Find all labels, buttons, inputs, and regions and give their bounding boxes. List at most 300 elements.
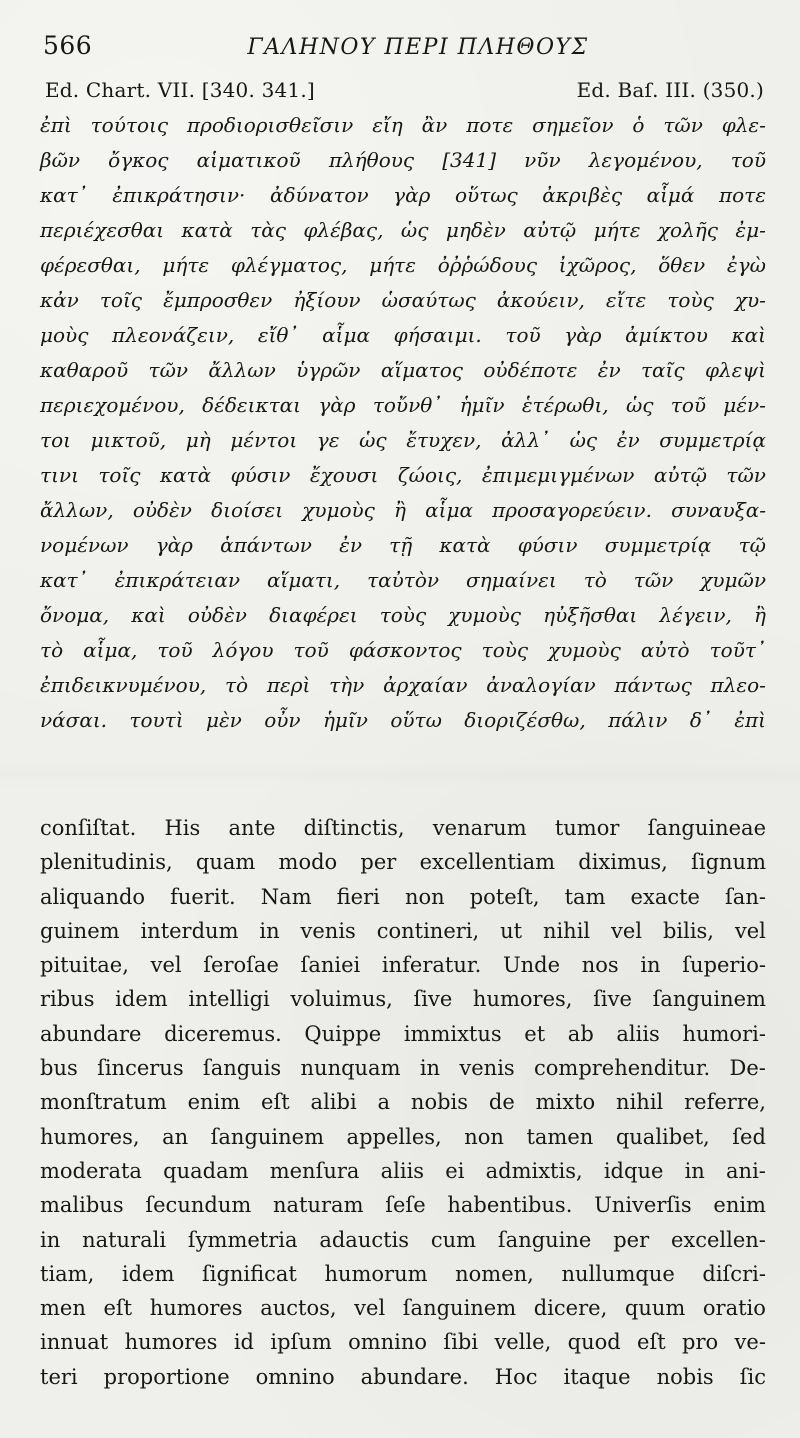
text-word: ἐγὼ [726, 253, 766, 277]
text-word: ὡς [625, 393, 654, 417]
text-word: enim [713, 1193, 766, 1218]
text-word: idem [121, 1261, 175, 1286]
text-word: quam [195, 850, 256, 875]
text-word: eſt [637, 1330, 666, 1355]
text-word: αὐτὸ [640, 638, 690, 662]
text-word: bilis, [662, 918, 714, 943]
text-word: nullumque [561, 1261, 675, 1286]
text-word: quum [624, 1296, 686, 1321]
text-word: τοῖς [98, 463, 141, 487]
text-word: contineri, [376, 918, 480, 943]
text-word: τοῦτ᾽ [709, 638, 766, 662]
text-word: γὰρ [155, 533, 193, 557]
text-word: ἁπάντων [220, 533, 312, 557]
text-word: αἷμά [646, 183, 695, 207]
text-word: εἴη [372, 113, 403, 137]
text-word: διαφέρει [269, 603, 358, 627]
text-word: vel [611, 918, 643, 943]
text-word: ὁ [632, 113, 645, 137]
text-word: conſiſtat. [40, 816, 137, 840]
text-word: πλεονάζειν, [112, 323, 235, 347]
page-number: 566 [43, 31, 93, 60]
text-word: ἀμίκτου [625, 323, 708, 347]
text-word: τοὺς [667, 288, 714, 312]
greek-text-line [40, 458, 766, 493]
text-word: ὡς [569, 428, 598, 452]
text-word: κατ᾽ [40, 568, 88, 592]
text-word: ſan- [725, 884, 766, 909]
text-word: αἵματι, [267, 568, 341, 592]
text-word: εἴθ᾽ [257, 323, 299, 347]
text-word: in [419, 1056, 441, 1081]
text-word: adauctis [319, 1227, 410, 1252]
text-word: κατὰ [159, 463, 212, 487]
text-word: τοῦ [505, 323, 541, 347]
text-word: πλεο- [710, 673, 766, 697]
text-word: ζώοις, [397, 463, 463, 487]
text-word: proportione [103, 1364, 230, 1389]
text-word: habentibus. [447, 1193, 573, 1218]
text-word: nomen, [455, 1261, 534, 1286]
text-word: malibus [40, 1193, 124, 1218]
latin-text-line [40, 811, 766, 845]
text-word: diceremus. [164, 1021, 282, 1046]
text-word: venarum [432, 816, 527, 840]
text-word: ſanguineae [647, 816, 766, 840]
text-word: δ᾽ [689, 708, 712, 732]
greek-text-line [40, 108, 766, 143]
text-word: teri [40, 1364, 78, 1389]
text-word: fuerit. [170, 884, 236, 909]
text-word: ſic [739, 1364, 766, 1389]
text-word: eſt [103, 1296, 133, 1321]
text-word: admixtis, [485, 1158, 583, 1183]
latin-text-line [40, 948, 766, 982]
text-word: ſecundum [145, 1193, 252, 1218]
text-word: οὖν [264, 708, 301, 732]
text-word: dicere, [533, 1296, 608, 1321]
text-word: referre, [684, 1090, 766, 1115]
text-word: venis [459, 1056, 515, 1081]
text-word: ἐν [616, 428, 640, 452]
text-word: aliis [616, 1021, 660, 1046]
text-word: monſtratum [40, 1090, 167, 1115]
latin-text-line [40, 982, 766, 1016]
text-word: vel [734, 918, 766, 943]
text-word: φύσιν [230, 463, 291, 487]
text-word: itaque [563, 1364, 631, 1389]
text-word: ſive [413, 987, 453, 1012]
text-word: aliquando [40, 884, 146, 909]
text-word: humores [124, 1330, 218, 1355]
text-word: ἄλλων, [40, 498, 114, 522]
text-word: τοὺς [481, 638, 529, 662]
text-word: plenitudinis, [40, 850, 173, 875]
text-word: [341] [442, 148, 496, 172]
text-word: ποτε [719, 183, 766, 207]
text-word: σημαίνει [466, 568, 557, 592]
text-word: φέρεσθαι, [40, 253, 141, 277]
text-word: ἐπικράτησιν· [112, 183, 246, 207]
text-word: ὅθεν [658, 253, 706, 277]
text-word: auctos, [260, 1296, 337, 1321]
text-word: ἀρχαίαν [383, 673, 468, 697]
latin-text-line [40, 1120, 766, 1154]
greek-text-line [40, 318, 766, 353]
text-word: humores [149, 1296, 243, 1321]
text-word: φλέβας, [303, 218, 384, 242]
text-word: τὸ [583, 568, 607, 592]
text-word: ἔχουσι [309, 463, 379, 487]
text-word: ἐπιδεικνυμένου, [40, 673, 207, 697]
text-word: Quippe [304, 1021, 382, 1046]
text-word: τούτοις [90, 113, 169, 137]
text-word: in [640, 953, 661, 978]
text-word: μήτε [593, 218, 641, 242]
text-word: πάλιν [608, 708, 668, 732]
greek-text-line [40, 213, 766, 248]
text-word: οὕτως [454, 183, 518, 207]
text-word: De- [729, 1056, 766, 1081]
text-word: per [360, 850, 397, 875]
text-word: ante [228, 816, 276, 840]
text-word: idem [115, 987, 168, 1012]
text-word: immixtus [403, 1021, 502, 1046]
text-word: πλήθους [328, 148, 415, 172]
latin-text-line [40, 1017, 766, 1051]
text-word: ſincerus [97, 1056, 184, 1081]
text-word: per [613, 1227, 650, 1252]
text-word: τοι [40, 428, 71, 452]
text-word: mixto [535, 1090, 596, 1115]
text-word: ſanguinem [210, 1124, 325, 1149]
text-word: ἀκούειν, [496, 288, 585, 312]
text-word: interdum [140, 918, 239, 943]
text-word: τὰς [250, 218, 286, 242]
text-word: τοῦ [293, 638, 329, 662]
text-word: Unde [502, 953, 561, 978]
text-word: προσαγορεύειν. [492, 498, 652, 522]
text-word: innuat [40, 1330, 109, 1355]
text-word: idque [603, 1158, 664, 1183]
text-word: voluimus, [290, 987, 393, 1012]
text-word: oratio [702, 1296, 766, 1321]
text-word: ὄγκος [108, 148, 169, 172]
text-word: ἑτέρωθι, [521, 393, 609, 417]
text-word: τὴν [329, 673, 365, 697]
text-word: ἐν [597, 358, 621, 382]
greek-text-line [40, 528, 766, 563]
text-word: φλέγματος, [230, 253, 348, 277]
latin-text-block [40, 811, 766, 1394]
text-word: nihil [616, 1090, 664, 1115]
text-word: ἀδύνατον [269, 183, 369, 207]
text-word: naturam [273, 1193, 364, 1218]
text-word: nihil [542, 918, 591, 943]
latin-text-line [40, 845, 766, 879]
text-word: ſanguinem [652, 987, 766, 1012]
text-word: omnino [348, 1330, 428, 1355]
text-word: de [488, 1090, 515, 1115]
text-word: moderata [40, 1158, 142, 1183]
text-word: ani- [726, 1158, 766, 1183]
text-word: His [164, 816, 201, 840]
text-word: περιεχομένου, [40, 393, 185, 417]
text-word: τῇ [389, 533, 413, 557]
text-word: χυμῶν [700, 568, 766, 592]
text-word: περὶ [266, 673, 311, 697]
text-word: quod [567, 1330, 621, 1355]
greek-text-line [40, 493, 766, 528]
text-word: humores, [472, 987, 573, 1012]
text-word: ut [500, 918, 523, 943]
text-word: velle, [494, 1330, 552, 1355]
text-word: σημεῖον [532, 113, 614, 137]
latin-text-line [40, 880, 766, 914]
text-word: γὰρ [318, 393, 356, 417]
text-word: ὀῤῥώδους [437, 253, 538, 277]
text-word: ἐμ- [735, 218, 766, 242]
text-word: nobis [410, 1090, 469, 1115]
latin-text-line [40, 1188, 766, 1222]
text-word: excellentiam [419, 850, 556, 875]
greek-text-line [40, 423, 766, 458]
text-word: ἂν [421, 113, 448, 137]
text-word: οὐδέποτε [483, 358, 578, 382]
text-word: Nam [260, 884, 312, 909]
latin-text-line [40, 914, 766, 948]
text-word: ſuperio- [682, 953, 766, 978]
text-word: ſeroſae [203, 953, 279, 978]
text-word: φάσκοντος [348, 638, 462, 662]
text-word: τοῦ [157, 638, 193, 662]
text-word: tamen [526, 1124, 594, 1149]
text-word: poteſt, [469, 884, 540, 909]
text-word: ταὐτὸν [367, 568, 440, 592]
text-word: χυμοὺς [548, 638, 621, 662]
text-word: ſymmetria [187, 1227, 298, 1252]
text-word: μηδὲν [445, 218, 506, 242]
text-word: vel [150, 953, 182, 978]
text-word: alibi [310, 1090, 357, 1115]
text-word: πάντως [614, 673, 692, 697]
text-word: in [40, 1227, 61, 1252]
text-word: ἐπὶ [734, 708, 766, 732]
text-word: τοῦ [670, 393, 707, 417]
text-word: γὰρ [393, 183, 431, 207]
text-word: ποτε [466, 113, 514, 137]
text-word: αἷμα, [83, 638, 138, 662]
text-word: ſaniei [300, 953, 361, 978]
text-word: id [233, 1330, 254, 1355]
text-word: in [259, 918, 280, 943]
text-word: ἠξίουν [293, 288, 361, 312]
latin-text-line [40, 1154, 766, 1188]
text-word: καθαροῦ [40, 358, 129, 382]
text-word: συναυξα- [671, 498, 766, 522]
text-word: guinem [40, 918, 120, 943]
text-word: ab [567, 1021, 594, 1046]
text-word: προδιορισθεῖσιν [186, 113, 354, 137]
greek-text-line [40, 633, 766, 668]
latin-text-line [40, 1257, 766, 1291]
text-word: ve- [734, 1330, 766, 1355]
text-word: diſcri- [702, 1261, 766, 1286]
text-word: ei [445, 1158, 465, 1183]
text-word: οὕτω [390, 708, 442, 732]
text-word: ſanguinem [402, 1296, 517, 1321]
text-word: τὸ [40, 638, 64, 662]
text-word: menſura [269, 1158, 360, 1183]
latin-text-line [40, 1325, 766, 1359]
text-word: ἀλλ᾽ [501, 428, 551, 452]
text-word: abundare [40, 1021, 142, 1046]
text-word: nos [581, 953, 619, 978]
greek-text-line [40, 668, 766, 703]
text-word: χυμοὺς [448, 603, 521, 627]
text-word: τινι [40, 463, 79, 487]
text-word: νάσαι. [40, 708, 108, 732]
text-word: nunquam [300, 1056, 401, 1081]
text-word: exacte [630, 884, 700, 909]
text-word: τῶν [726, 463, 766, 487]
text-word: ὑγρῶν [296, 358, 361, 382]
greek-text-line [40, 178, 766, 213]
text-word: συμμετρίᾳ [604, 533, 712, 557]
text-word: pituitae, [40, 953, 129, 978]
text-word: χυμοὺς [302, 498, 375, 522]
text-word: ſibi [443, 1330, 479, 1355]
text-word: Univerſis [594, 1193, 692, 1218]
text-word: tumor [554, 816, 620, 840]
text-word: λέγειν, [659, 603, 732, 627]
greek-text-line [40, 143, 766, 178]
page-separator-shadow [0, 760, 800, 788]
greek-text-line [40, 388, 766, 423]
text-word: τὸ [224, 673, 249, 697]
text-word: κατὰ [439, 533, 491, 557]
text-word: ὡσαύτως [381, 288, 476, 312]
text-word: αἷμα [322, 323, 370, 347]
text-word: φήσαιμι. [393, 323, 482, 347]
text-word: κἀν [40, 288, 79, 312]
text-word: ἢ [753, 603, 766, 627]
text-word: humori- [682, 1021, 766, 1046]
text-word: qualibet, [615, 1124, 710, 1149]
text-word: μὲν [205, 708, 242, 732]
latin-text-line [40, 1360, 766, 1394]
text-word: a [377, 1090, 391, 1115]
text-word: λεγομένου, [588, 148, 703, 172]
text-word: ἐπὶ [40, 113, 72, 137]
text-word: τῶν [148, 358, 189, 382]
text-word: ſeſe [385, 1193, 426, 1218]
text-word: εἴτε [605, 288, 647, 312]
text-word: τοὺς [379, 603, 427, 627]
text-word: γε [316, 428, 340, 452]
text-word: γὰρ [564, 323, 602, 347]
text-word: inferatur. [381, 953, 482, 978]
text-word: abundare. [360, 1364, 469, 1389]
text-word: an [162, 1124, 189, 1149]
text-word: quadam [163, 1158, 249, 1183]
text-word: appelles, [346, 1124, 442, 1149]
text-word: μήτε [369, 253, 416, 277]
text-word: φύσιν [517, 533, 578, 557]
greek-text-line [40, 703, 766, 738]
text-word: μὴ [185, 428, 211, 452]
text-word: τοῖς [99, 288, 142, 312]
text-word: pro [682, 1330, 719, 1355]
running-title: ΓΑΛΗΝΟΥ ΠΕΡΙ ΠΛΗΘΟΥΣ [247, 35, 589, 60]
text-word: intelligi [188, 987, 270, 1012]
text-word: λόγου [212, 638, 274, 662]
text-word: ἐν [339, 533, 362, 557]
text-word: aliis [380, 1158, 425, 1183]
text-word: et [524, 1021, 546, 1046]
text-word: ἡμῖν [459, 393, 505, 417]
text-word: ſignum [691, 850, 766, 875]
edition-reference-right: Ed. Baſ. III. (350.) [576, 78, 764, 102]
text-word: ἢ [394, 498, 406, 522]
text-word: ἡμῖν [322, 708, 368, 732]
text-word: non [464, 1124, 504, 1149]
greek-text-line [40, 563, 766, 598]
greek-text-block [40, 108, 766, 738]
latin-text-line [40, 1051, 766, 1085]
text-word: ἔμπροσθεν [163, 288, 273, 312]
text-word: τῶν [633, 568, 674, 592]
text-word: ſive [593, 987, 632, 1012]
greek-text-line [40, 248, 766, 283]
text-word: περιέχεσθαι [40, 218, 165, 242]
text-word: δέδεικται [202, 393, 302, 417]
text-word: συμμετρίᾳ [659, 428, 766, 452]
text-word: ſignificat [201, 1261, 297, 1286]
text-word: κατὰ [181, 218, 233, 242]
text-word: ἐπικράτειαν [114, 568, 241, 592]
text-word: διοριζέσθω, [464, 708, 586, 732]
text-word: κατ᾽ [40, 183, 88, 207]
text-word: modo [278, 850, 338, 875]
greek-text-line [40, 283, 766, 318]
text-word: καὶ [131, 603, 166, 627]
text-word: fieri [336, 884, 380, 909]
text-word: diſtinctis, [303, 816, 405, 840]
greek-text-line [40, 353, 766, 388]
text-word: ταῖς [640, 358, 685, 382]
text-word: Hoc [494, 1364, 538, 1389]
text-word: μέντοι [230, 428, 298, 452]
text-word: ἀκριβὲς [542, 183, 623, 207]
greek-text-line [40, 598, 766, 633]
text-word: vel [354, 1296, 386, 1321]
text-word: omnino [255, 1364, 335, 1389]
text-word: τῶν [663, 113, 703, 137]
text-word: ἐπιμεμιγμένων [481, 463, 635, 487]
text-word: μικτοῦ, [90, 428, 167, 452]
text-word: ἀναλογίαν [486, 673, 596, 697]
text-word: eſt [261, 1090, 290, 1115]
text-word: bus [40, 1056, 78, 1081]
text-word: ὡς [400, 218, 429, 242]
text-word: διοίσει [211, 498, 284, 522]
text-word: νῦν [524, 148, 561, 172]
text-word: αὐτῷ [653, 463, 707, 487]
text-word: καὶ [731, 323, 766, 347]
text-word: μήτε [162, 253, 210, 277]
text-word: αὐτῷ [523, 218, 577, 242]
